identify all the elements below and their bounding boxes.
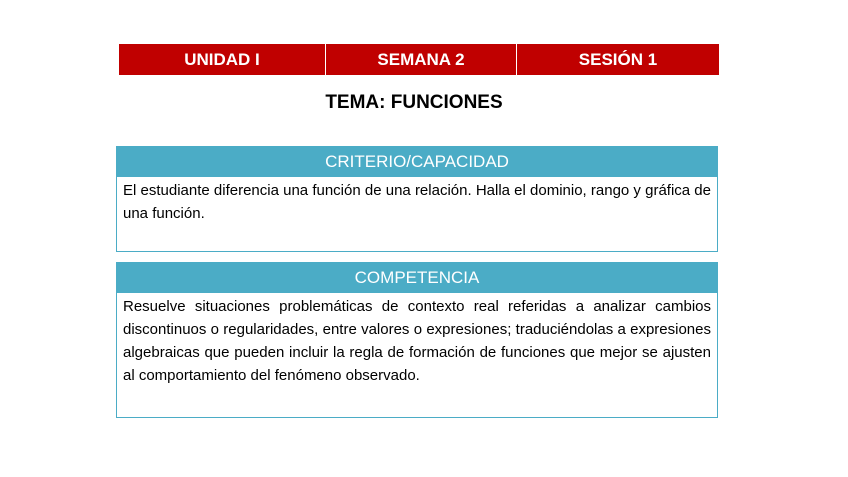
sesion-cell: SESIÓN 1 — [578, 49, 658, 69]
criterio-title: CRITERIO/CAPACIDAD — [117, 147, 717, 177]
criterio-box — [116, 146, 718, 252]
semana-cell: SEMANA 2 — [326, 44, 517, 75]
competencia-box — [116, 262, 718, 418]
unidad-cell: UNIDAD I — [119, 44, 326, 75]
header-bar — [119, 44, 719, 75]
competencia-title: COMPETENCIA — [117, 263, 717, 293]
competencia-text: Resuelve situaciones problemáticas de contexto real referidas a analizar cambios discontinuos o regularidades, entre valores o expresiones; traduciéndolas a expresiones algebraicas que pueden incluir la regla de formación de funciones que mejor se ajusten al comportamiento del fenómeno observado. — [123, 298, 711, 384]
page-title: TEMA: FUNCIONES — [325, 92, 503, 113]
criterio-text: El estudiante diferencia una función de una relación. Halla el dominio, rango y gráfica de una función. — [123, 182, 711, 222]
